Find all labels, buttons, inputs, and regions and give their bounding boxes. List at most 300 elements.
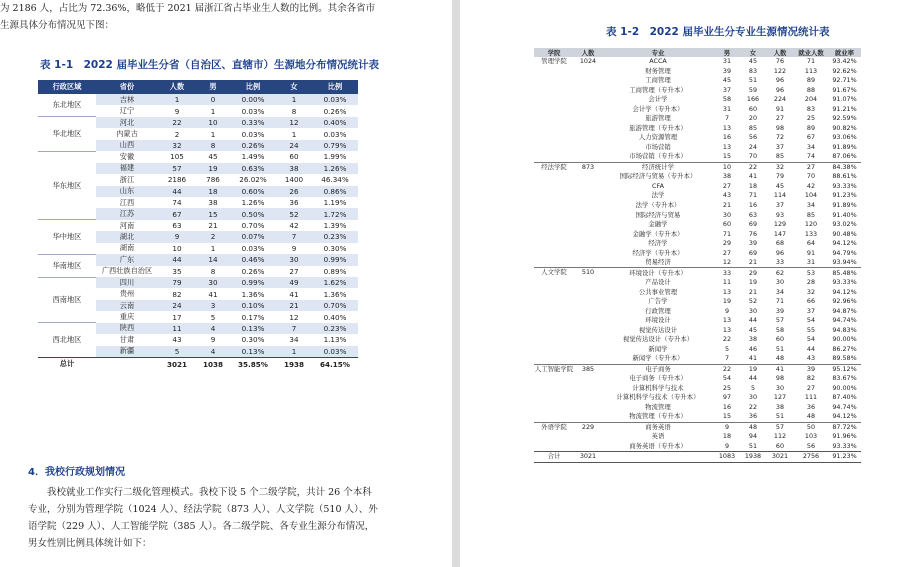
t2-header-cell: 人数	[574, 48, 602, 57]
t2-cell: 39	[748, 239, 758, 248]
t1-cell: 36	[289, 198, 299, 208]
t2-cell: 18	[722, 432, 732, 441]
t2-cell: 国际经济与贸易（专升本）	[619, 172, 697, 181]
t1-cell: 4	[196, 323, 230, 334]
t2-cell: 71	[806, 57, 816, 66]
t1-header-cell: 比例	[230, 80, 276, 94]
t1-cell: 0.40%	[323, 312, 347, 322]
t1-cell: 1.99%	[323, 152, 347, 162]
t2-cell: 52	[748, 297, 758, 306]
t2-cell: 51	[748, 76, 758, 85]
t2-cell: 5	[750, 383, 756, 392]
t1-cell: 1.39%	[323, 221, 347, 231]
t1-cell: 0.13%	[230, 346, 276, 358]
t2-cell: 43	[806, 354, 816, 363]
t2-cell: 21	[748, 258, 758, 267]
t2-cell: 16	[722, 133, 732, 142]
t2-cell: 91.40%	[832, 210, 857, 219]
t1-cell: 1.49%	[241, 152, 265, 162]
t2-total-cell: 3021	[574, 452, 602, 463]
t2-cell: 27	[806, 383, 816, 392]
t2-cell: 94.87%	[832, 306, 857, 315]
t2-cell: 91.07%	[832, 95, 857, 104]
t2-cell: 经济学	[648, 239, 668, 248]
t2-cell: 58	[775, 325, 785, 334]
t2-cell: 112	[773, 432, 787, 441]
t1-cell: 0.99%	[312, 254, 358, 265]
t2-cell: 85.48%	[828, 268, 861, 278]
page-gutter	[452, 0, 460, 567]
t2-cell: 39	[794, 364, 828, 374]
t2-cell: 91	[775, 104, 785, 113]
t2-college-cell: 人文学院	[534, 268, 574, 364]
t2-cell: 25	[806, 114, 816, 123]
t2-cell: 76	[775, 57, 785, 66]
t2-cell: 94.74%	[832, 402, 857, 411]
t1-cell: 吉林	[96, 94, 158, 105]
t1-cell: 7	[276, 231, 312, 242]
t2-cell: 93.33%	[832, 278, 857, 287]
t2-cell: 22	[722, 335, 732, 344]
t2-row	[534, 162, 861, 172]
t1-cell: 9	[158, 231, 196, 242]
t2-cell: 94.74%	[832, 316, 857, 325]
t1-header-cell: 女	[276, 80, 312, 94]
t2-cell: 30	[722, 210, 732, 219]
t1-header-cell: 行政区域	[38, 80, 96, 94]
t2-cell: 25	[722, 383, 732, 392]
t2-cell: 90.48%	[832, 229, 857, 238]
t2-cell: 29	[722, 239, 732, 248]
t1-region-cell: 华东地区	[38, 151, 96, 220]
t1-cell: 1400	[284, 175, 304, 185]
t2-total-cell: 2756	[794, 452, 828, 463]
t2-cell: 36	[748, 412, 758, 421]
t2-cell: 法学（专升本）	[635, 200, 681, 209]
t2-header-cell: 就业率	[828, 48, 861, 57]
t2-cell: 67	[806, 133, 816, 142]
t2-row	[534, 364, 861, 374]
t2-cell: 13	[722, 142, 732, 151]
t2-college-count: 385	[574, 364, 602, 422]
t1-cell: 9	[174, 106, 180, 116]
t1-cell: 41	[289, 289, 299, 299]
t2-row	[534, 57, 861, 67]
t2-cell: 56	[806, 441, 816, 450]
t1-cell: 福建	[96, 163, 158, 174]
t2-cell: 会计学	[648, 95, 668, 104]
t2-cell: 33	[714, 268, 740, 278]
t1-total-row	[38, 358, 358, 371]
t2-cell: 92.62%	[832, 66, 857, 75]
t1-cell: 10	[196, 117, 230, 128]
right-page	[460, 0, 899, 567]
t1-cell: 1.72%	[312, 208, 358, 219]
t2-total-cell	[602, 452, 714, 463]
t2-cell: 广告学	[648, 297, 668, 306]
t2-cell: 85	[748, 123, 758, 132]
t1-cell: 24	[276, 140, 312, 151]
t2-cell: 21	[748, 287, 758, 296]
t1-cell: 山东	[96, 186, 158, 197]
t2-cell: 金融学（专升本）	[632, 229, 684, 238]
t2-cell: 32	[766, 162, 794, 172]
t1-cell: 0.03%	[241, 129, 265, 139]
t2-cell: 70	[806, 172, 816, 181]
t2-college-cell: 人工智能学院	[534, 364, 574, 422]
t1-region-cell: 西北地区	[38, 323, 96, 358]
t1-cell: 8	[291, 106, 297, 116]
t1-cell: 43	[172, 335, 182, 345]
t2-cell: 79	[775, 172, 785, 181]
t1-cell: 38	[276, 163, 312, 174]
t2-cell: 公共事业管理	[638, 287, 678, 296]
t2-cell: 市场营销	[645, 142, 671, 151]
t2-cell: 59	[748, 85, 758, 94]
t2-cell: 91	[806, 248, 816, 257]
t2-total-cell: 1938	[740, 452, 766, 463]
t1-cell: 8	[196, 140, 230, 151]
t1-cell: 0.63%	[230, 163, 276, 174]
t1-cell: 74	[172, 198, 182, 208]
t2-cell: 60	[775, 441, 785, 450]
t2-cell: 57	[775, 316, 785, 325]
t1-cell: 0.23%	[312, 231, 358, 242]
t2-cell: 27	[722, 248, 732, 257]
t1-cell: 1	[210, 106, 216, 116]
t2-total-cell: 3021	[766, 452, 794, 463]
t2-cell: 30	[748, 393, 758, 402]
t2-cell: 89	[806, 123, 816, 132]
t2-cell: 90.00%	[832, 335, 857, 344]
t1-cell: 0.03%	[323, 129, 347, 139]
t1-cell: 河南	[119, 220, 135, 230]
t1-cell: 0.26%	[230, 140, 276, 151]
t2-cell: 85	[775, 152, 785, 161]
t1-cell: 38	[208, 198, 218, 208]
t1-cell: 24	[158, 300, 196, 311]
t2-cell: 51	[775, 412, 785, 421]
t2-cell: 37	[806, 306, 816, 315]
t2-cell: 39	[775, 306, 785, 315]
t2-cell: 93.94%	[832, 258, 857, 267]
t1-cell: 0.03%	[312, 346, 358, 358]
t1-cell: 8	[210, 266, 216, 276]
t2-cell: 产品设计	[645, 278, 671, 287]
t1-cell: 河北	[96, 117, 158, 128]
t2-cell: 旅游管理（专升本）	[629, 123, 687, 132]
t2-cell: 13	[722, 123, 732, 132]
t1-cell: 11	[158, 323, 196, 334]
t1-cell: 18	[196, 186, 230, 197]
t2-cell: 113	[804, 66, 818, 75]
t2-cell: 224	[773, 95, 787, 104]
t2-cell: 37	[775, 200, 785, 209]
t2-cell: 122	[773, 66, 787, 75]
t1-cell: 26.02%	[239, 175, 267, 185]
t2-cell: 92.59%	[832, 114, 857, 123]
t1-row	[38, 277, 358, 288]
t2-cell: 41	[766, 364, 794, 374]
t2-cell: 计算机科学与技术（专升本）	[616, 393, 700, 402]
t2-cell: 96	[775, 248, 785, 257]
t2-cell: 83	[806, 104, 816, 113]
major-distribution-table	[534, 48, 861, 463]
t2-cell: 行政管理	[645, 306, 671, 315]
t2-cell: 54	[806, 316, 816, 325]
t1-cell: 0.79%	[312, 140, 358, 151]
t1-header-cell: 人数	[158, 80, 196, 94]
t1-region-cell: 华北地区	[38, 117, 96, 151]
t2-cell: 33	[775, 258, 785, 267]
t1-cell: 15	[196, 208, 230, 219]
t1-cell: 0.03%	[241, 106, 265, 116]
t2-cell: 30	[775, 383, 785, 392]
t1-cell: 14	[196, 254, 230, 265]
t1-cell: 0.86%	[312, 186, 358, 197]
t1-cell: 1.13%	[323, 335, 347, 345]
t1-cell: 1.36%	[323, 289, 347, 299]
t2-cell: 111	[804, 393, 818, 402]
t2-cell: 91.96%	[832, 432, 857, 441]
t2-cell: 24	[748, 142, 758, 151]
t2-cell: 93.02%	[832, 220, 857, 229]
t1-row	[38, 254, 358, 265]
t1-cell: 江西	[119, 197, 135, 207]
t1-cell: 105	[170, 152, 184, 162]
t2-cell: 60	[722, 220, 732, 229]
t2-cell: 69	[748, 220, 758, 229]
t1-total-cell: 35.85%	[230, 358, 276, 371]
t1-total-cell: 3021	[158, 358, 196, 371]
t2-cell: 13	[722, 287, 732, 296]
t2-cell: 95.12%	[828, 364, 861, 374]
t2-cell: 54	[806, 335, 816, 344]
t2-cell: 旅游管理	[645, 114, 671, 123]
t2-cell: 31	[722, 104, 732, 113]
t2-cell: 133	[804, 229, 818, 238]
t2-cell: 103	[804, 432, 818, 441]
t2-cell: 10	[714, 162, 740, 172]
t1-cell: 0.99%	[230, 277, 276, 288]
t2-cell: 英语	[651, 432, 665, 441]
t2-cell: 45	[775, 181, 785, 190]
t1-cell: 30	[196, 277, 230, 288]
t1-cell: 60	[289, 152, 299, 162]
t2-cell: 97	[722, 393, 732, 402]
t2-cell: 54	[722, 374, 732, 383]
t2-cell: 42	[806, 181, 816, 190]
t2-cell: 89.58%	[832, 354, 857, 363]
t2-college-cell: 外语学院	[534, 422, 574, 452]
t1-cell: 重庆	[119, 312, 135, 322]
t1-cell: 0.70%	[241, 221, 265, 231]
t1-cell: 67	[158, 208, 196, 219]
t2-cell: 15	[722, 152, 732, 161]
t2-cell: 57	[766, 422, 794, 432]
table-1-1-title: 表 1-1 2022 届毕业生分省（自治区、直辖市）生源地分布情况统计表	[40, 59, 380, 71]
t2-cell: 71	[775, 297, 785, 306]
t1-cell: 四川	[96, 277, 158, 288]
t2-cell: 51	[775, 344, 785, 353]
t2-cell: 20	[748, 114, 758, 123]
t1-cell: 63	[172, 221, 182, 231]
t1-cell: 10	[172, 243, 182, 253]
t2-cell: 5	[724, 344, 730, 353]
t2-cell: 22	[748, 402, 758, 411]
t2-cell: 7	[724, 354, 730, 363]
t2-cell: 92.71%	[832, 76, 857, 85]
t2-cell: 44	[748, 316, 758, 325]
t1-cell: 35	[172, 266, 182, 276]
t2-cell: 94	[748, 432, 758, 441]
t1-cell: 1.19%	[323, 198, 347, 208]
t1-cell: 5	[210, 312, 216, 322]
t1-cell: 0	[196, 94, 230, 105]
t2-cell: 71	[722, 229, 732, 238]
t2-cell: 45	[748, 57, 758, 66]
t2-cell: 93.33%	[832, 181, 857, 190]
t1-cell: 22	[158, 117, 196, 128]
body-paragraph: 我校就业工作实行二级化管理模式。我校下设 5 个二级学院，共计 26 个本科专业，分别为管理学院（1024 人）、经法学院（873 人）、人文学院（510 人）、外语学院（229 人）、人工智能学院（385 人）。各二级学院、各专业生源分布情况，男女性别比例具体统计如下：	[28, 487, 378, 549]
t1-cell: 21	[276, 300, 312, 311]
t1-cell: 1.26%	[312, 163, 358, 174]
t2-cell: 13	[722, 316, 732, 325]
t1-header-cell: 省份	[96, 80, 158, 94]
t2-cell: 计算机科学与技术	[632, 383, 684, 392]
t2-cell: 91.21%	[832, 104, 857, 113]
t2-cell: 56	[748, 133, 758, 142]
t2-cell: 38	[775, 402, 785, 411]
t2-cell: 87.06%	[832, 152, 857, 161]
t1-cell: 32	[158, 140, 196, 151]
t2-cell: 15	[722, 412, 732, 421]
t1-cell: 12	[289, 312, 299, 322]
t1-region-cell: 东北地区	[38, 94, 96, 117]
t2-cell: 87.40%	[832, 393, 857, 402]
t2-cell: 工商管理（专升本）	[629, 85, 687, 94]
t2-cell: 22	[740, 162, 766, 172]
t2-cell: 工商管理	[645, 76, 671, 85]
t1-cell: 0.10%	[230, 300, 276, 311]
t2-cell: 104	[804, 191, 818, 200]
t2-cell: 人力资源管理	[638, 133, 678, 142]
t2-cell: ACCA	[649, 57, 667, 66]
t1-cell: 2186	[167, 175, 187, 185]
t2-cell: 37	[775, 142, 785, 151]
t1-total-cell: 总计	[38, 358, 96, 371]
t2-cell: 64	[806, 239, 816, 248]
t2-cell: 94.12%	[832, 239, 857, 248]
t1-cell: 41	[208, 289, 218, 299]
t2-college-count: 510	[574, 268, 602, 364]
t2-cell: 76	[748, 229, 758, 238]
t1-cell: 1	[158, 94, 196, 105]
t2-cell: 83.67%	[832, 374, 857, 383]
t1-cell: 0.07%	[230, 231, 276, 242]
t1-cell: 4	[196, 346, 230, 358]
t2-college-cell: 经法学院	[534, 162, 574, 268]
t2-cell: 19	[748, 278, 758, 287]
t1-cell: 广东	[96, 254, 158, 265]
t1-cell: 9	[291, 243, 297, 253]
t2-cell: 19	[722, 297, 732, 306]
t2-cell: 85	[806, 210, 816, 219]
t2-cell: 83	[748, 66, 758, 75]
t1-region-cell: 西南地区	[38, 277, 96, 323]
t2-cell: 9	[714, 422, 740, 432]
t2-cell: 51	[748, 441, 758, 450]
t2-header-cell: 专业	[602, 48, 714, 57]
t2-cell: 93.42%	[832, 57, 857, 66]
t1-row	[38, 94, 358, 105]
t2-cell: 74	[806, 152, 816, 161]
t2-cell: 商务英语（专升本）	[629, 441, 687, 450]
t2-cell: 90.00%	[832, 383, 857, 392]
t2-cell: 31	[722, 57, 732, 66]
t2-total-cell: 合计	[534, 452, 574, 463]
t2-college-cell: 管理学院	[541, 57, 567, 65]
t2-cell: 127	[773, 393, 787, 402]
t1-row	[38, 117, 358, 128]
t2-total-row	[534, 452, 861, 463]
section-heading: 4．我校行政规划情况	[28, 467, 125, 478]
t2-cell: 环境设计（专升本）	[602, 268, 714, 278]
t1-cell: 0.30%	[241, 335, 265, 345]
t2-cell: 62	[766, 268, 794, 278]
t2-cell: 财务管理	[645, 66, 671, 75]
t1-row	[38, 323, 358, 334]
t2-cell: 贸易经济	[645, 258, 671, 267]
t1-cell: 1.62%	[312, 277, 358, 288]
t1-cell: 1.26%	[241, 198, 265, 208]
t2-cell: 38	[722, 172, 732, 181]
t2-cell: 88.61%	[832, 172, 857, 181]
t1-cell: 79	[158, 277, 196, 288]
t2-cell: 38	[748, 335, 758, 344]
t2-cell: 30	[748, 306, 758, 315]
t2-cell: 电子商务	[602, 364, 714, 374]
t2-cell: 16	[748, 200, 758, 209]
t2-cell: 22	[714, 364, 740, 374]
t1-total-cell	[96, 358, 158, 371]
t2-cell: 会计学（专升本）	[632, 104, 684, 113]
t1-cell: 7	[276, 323, 312, 334]
t1-cell: 52	[276, 208, 312, 219]
t2-cell: 147	[773, 229, 787, 238]
t1-cell: 17	[172, 312, 182, 322]
t2-cell: 32	[806, 287, 816, 296]
t1-cell: 12	[276, 117, 312, 128]
t1-cell: 9	[210, 335, 216, 345]
t1-total-cell: 1038	[196, 358, 230, 371]
t2-cell: 物流管理	[645, 402, 671, 411]
t2-cell: 新闻学（专升本）	[632, 354, 684, 363]
t2-cell: 法学	[651, 191, 665, 200]
t1-cell: 26	[276, 186, 312, 197]
t1-row	[38, 220, 358, 231]
t2-cell: 电子商务（专升本）	[629, 374, 687, 383]
t1-cell: 内蒙古	[116, 129, 138, 139]
t2-cell: 72	[775, 133, 785, 142]
t1-cell: 46.34%	[321, 175, 349, 185]
t1-cell: 陕西	[96, 323, 158, 334]
t2-cell: 44	[748, 374, 758, 383]
t2-college-count: 873	[574, 162, 602, 268]
t1-cell: 786	[206, 175, 220, 185]
t2-cell: 94.12%	[832, 412, 857, 421]
t2-cell: 16	[722, 402, 732, 411]
